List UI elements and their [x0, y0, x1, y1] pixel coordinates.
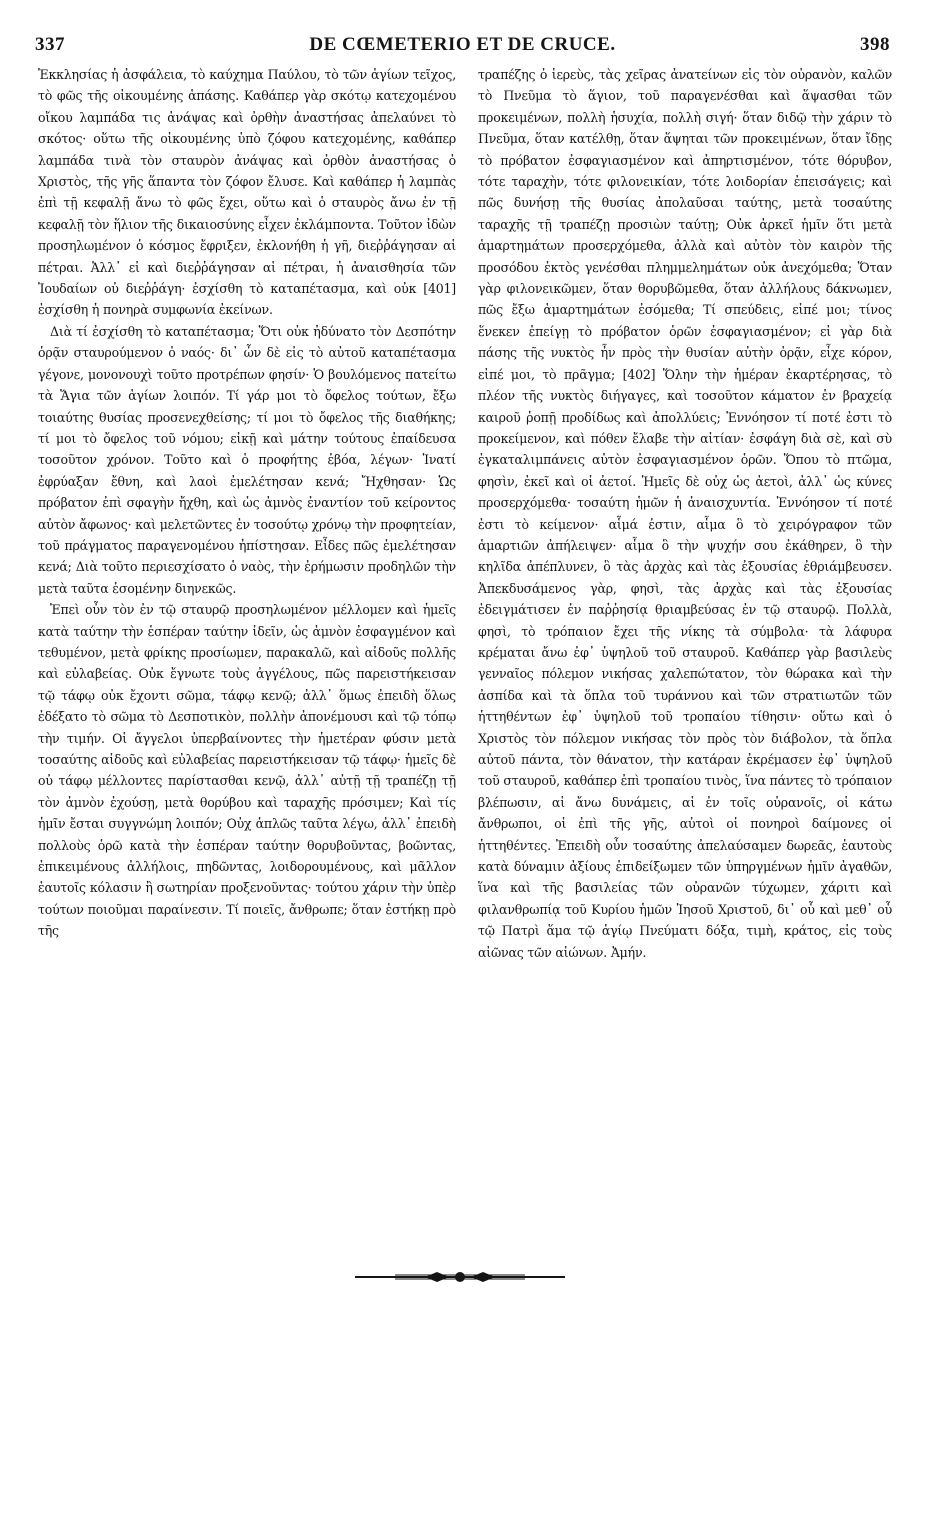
running-head [35, 34, 890, 62]
running-title: DE CŒMETERIO ET DE CRUCE. [309, 34, 616, 55]
left-column [38, 64, 456, 942]
left-paragraph-1: Ἐκκλησίας ἡ ἀσφάλεια, τὸ καύχημα Παύλου, τὸ τῶν ἁγίων τεῖχος, τὸ φῶς τῆς οἰκουμένης ἁπάσης. Καθάπερ γὰρ σκότῳ κατεχομένου οἴκου λαμπάδα τις ἀνάψας καὶ ὀρθὴν ἀναστήσας ἀπελαύνει τὸ σκότος· οὕτω τῆς οἰκουμένης ὑπὸ ζόφου κατεχομένης, καθάπερ λαμπάδα τινὰ τὸν σταυρὸν ἀνάψας καὶ ὀρθὸν ἀναστήσας ὁ Χριστὸς, τῆς γῆς ἅπαντα τὸν ζόφον ἔλυσε. Καὶ καθάπερ ἡ λαμπὰς ἐπὶ τῇ κεφαλῇ ἄνω τὸ φῶς ἔχει, οὕτω καὶ ὁ σταυρὸς ἄνω ἐν τῇ κεφαλῇ τὸν ἥλιον τῆς δικαιοσύνης εἶχεν ἐκλάμποντα. Τοῦτον ἰδὼν προσηλωμένον ὁ κόσμος ἔφριξεν, ἐκλονήθη ἡ γῆ, διεῤῥάγησαν αἱ πέτραι. Ἀλλ᾽ εἰ καὶ διεῤῥάγησαν αἱ πέτραι, ἡ ἀναισθησία τῶν Ἰουδαίων οὐ διεῤῥάγη· ἐσχίσθη τὸ καταπέτασμα, καὶ οὐκ [401] ἐσχίσθη ἡ πονηρὰ συμφωνία ἐκείνων. [38, 67, 456, 318]
right-column [478, 64, 892, 963]
page-number-left: 337 [35, 34, 65, 55]
left-paragraph-3: Ἐπεὶ οὖν τὸν ἐν τῷ σταυρῷ προσηλωμένον μέλλομεν καὶ ἡμεῖς κατὰ ταύτην τὴν ἑσπέραν ταύτην ἰδεῖν, ὡς ἀμνὸν ἐσφαγμένον καὶ τεθυμένον, μετὰ φρίκης προσίωμεν, παρακαλῶ, καὶ αἰδοῦς πολλῆς καὶ εὐλαβείας. Οὐκ ἔγνωτε τοὺς ἀγγέλους, πῶς παρειστήκεισαν τῷ τάφῳ οὐκ ἔχοντι σῶμα, τάφῳ κενῷ; ἀλλ᾽ ὅμως ἐπειδὴ ὅλως ἐδέξατο τὸ σῶμα τὸ Δεσποτικὸν, πολλὴν ἀπονέμουσι καὶ τῷ τόπῳ τὴν τιμήν. Οἱ ἄγγελοι ὑπερβαίνοντες τὴν ἡμετέραν φύσιν μετὰ τοσαύτης αἰδοῦς καὶ εὐλαβείας παρειστήκεισαν τῷ τάφῳ· ἡμεῖς δὲ οὐ τάφῳ μέλλοντες παρίστασθαι κενῷ, ἀλλ᾽ αὐτῇ τῇ τραπέζῃ τῇ τὸν ἀμνὸν ἐχούσῃ, μετὰ θορύβου καὶ ταραχῆς πρόσιμεν; Καὶ τίς ἡμῖν ἔσται συγγνώμη λοιπόν; Οὐχ ἁπλῶς ταῦτα λέγω, ἀλλ᾽ ἐπειδὴ πολλοὺς ὁρῶ κατὰ τὴν ἑσπέραν ταύτην θορυβοῦντας, βοῶντας, ἐπικειμένους ἀλλήλοις, πηδῶντας, λοιδορουμένους, καὶ μᾶλλον ἑαυτοῖς κόλασιν ἢ σωτηρίαν προξενοῦντας· τούτου χάριν τὴν ὑπὲρ τούτων ποιοῦμαι παραίνεσιν. Τί ποιεῖς, ἄνθρωπε; ὅταν ἑστήκῃ πρὸ τῆς [38, 602, 456, 939]
right-paragraph-1: τραπέζης ὁ ἱερεὺς, τὰς χεῖρας ἀνατείνων εἰς τὸν οὐρανὸν, καλῶν τὸ Πνεῦμα τὸ ἅγιον, τοῦ παραγενέσθαι καὶ ἅψασθαι τῶν προκειμένων, πολλὴ ἡσυχία, πολλὴ σιγή· ὅταν διδῷ τὴν χάριν τὸ Πνεῦμα, ὅταν κατέλθῃ, ὅταν ἅψηται τῶν προκειμένων, ὅταν ἴδῃς τὸ πρόβατον ἐσφαγιασμένον καὶ ἀπηρτισμένον, τότε θόρυβον, τότε ταραχὴν, τότε φιλονεικίαν, τότε λοιδορίαν ἐπεισάγεις; καὶ πῶς δυνήσῃ τῆς θυσίας ἀπολαῦσαι ταύτης, μετὰ τοσαύτης ταραχῆς τῇ τραπέζῃ προσιὼν ταύτῃ; Οὐκ ἀρκεῖ ἡμῖν ὅτι μετὰ ἁμαρτημάτων προσερχόμεθα, ἀλλὰ καὶ αὐτὸν τὸν καιρὸν τῆς προσόδου ἐκτὸς γενέσθαι πλημμελημάτων οὐκ ἀνεχόμεθα; Ὅταν γὰρ φιλονεικῶμεν, ὅταν θορυβῶμεθα, ὅταν ἀλλήλους δάκνωμεν, πῶς ἔξω ἁμαρτημάτων ἐσόμεθα; Τί σπεύδεις, εἰπέ μοι; τίνος ἕνεκεν ἐπείγῃ τὸ πρόβατον ὁρῶν ἐσφαγιασμένον; εἰ γὰρ διὰ πάσης τῆς νυκτὸς ἦν πρὸς τὴν θυσίαν αὐτὴν ὁρᾷν, εἶχε κόρον, εἰπέ μοι, τὸ πρᾶγμα; [402] Ὅλην τὴν ἡμέραν ἐκαρτέρησας, τὸ πλέον τῆς νυκτὸς διήγαγες, καὶ τοσοῦτον κάματον ἐν βραχείᾳ καιροῦ ῥοπῇ προδίδως καὶ ἀπολλύεις; Ἐννόησον τί ποτέ ἐστι τὸ προκείμενον, καὶ πόθεν ἔλαβε τὴν αἰτίαν· ἐσφάγη διὰ σὲ, καὶ σὺ ἐγκαταλιμπάνεις αὐτὸν ἐσφαγιασμένον ὁρῶν. Ὅπου τὸ πτῶμα, φησὶν, ἐκεῖ καὶ οἱ ἀετοί. Ἡμεῖς δὲ οὐχ ὡς ἀετοὶ, ἀλλ᾽ ὡς κύνες προσερχόμεθα· τοσαύτη ἡμῶν ἡ ἀναισχυντία. Ἐννόησον τί ποτέ ἐστι τὸ κείμενον· αἷμά ἐστιν, αἷμα ὃ τὸ χειρόγραφον τῶν ἁμαρτιῶν ἀπήλειψεν· αἷμα ὃ τὴν ψυχήν σου ἐκάθηρεν, ὃ τὴν κηλῖδα ἀπέπλυνεν, ὃ τὰς ἀρχὰς καὶ τὰς ἐξουσίας ἐθριάμβευσεν. Ἀπεκδυσάμενος γὰρ, φησὶ, τὰς ἀρχὰς καὶ τὰς ἐξουσίας ἐδειγμάτισεν ἐν παῤῥησίᾳ θριαμβεύσας ἐν τῷ σταυρῷ. Πολλὰ, φησὶ, τὸ τρόπαιον ἔχει τῆς νίκης τὰ σύμβολα· τὰ λάφυρα κρέμαται ἄνω ἐφ᾽ ὑψηλοῦ τοῦ σταυροῦ. Καθάπερ γὰρ βασιλεὺς γενναῖος πόλεμον νικήσας χαλεπώτατον, τὸν θώρακα καὶ τὴν ἀσπίδα καὶ τὰ ὅπλα τοῦ τυράννου καὶ τῶν στρατιωτῶν τῶν ἡττηθέντων ἐφ᾽ ὑψηλοῦ τοῦ τροπαίου τίθησιν· οὕτω καὶ ὁ Χριστὸς τὸν πόλεμον νικήσας τὸν πρὸς τὸν διάβολον, τὰ ὅπλα αὐτοῦ πάντα, τὸν θάνατον, τὴν κατάραν ἐκρέμασεν ἐφ᾽ ὑψηλοῦ τοῦ σταυροῦ, καθάπερ ἐπὶ τροπαίου τινὸς, ἵνα πάντες τὸ τρόπαιον βλέπωσιν, αἱ ἄνω δυνάμεις, αἱ ἐν τοῖς οὐρανοῖς, οἱ κάτω ἄνθρωποι, οἱ ἐπὶ τῆς γῆς, αὐτοὶ οἱ πονηροὶ δαίμονες οἱ ἡττηθέντες. Ἐπειδὴ οὖν τοσαύτης ἀπελαύσαμεν δωρεᾶς, ἑαυτοὺς κατὰ δύναμιν ἀξίους ἐπιδείξωμεν τῶν ὑπηργμένων ἡμῖν ἀγαθῶν, ἵνα καὶ τῆς βασιλείας τῶν οὐρανῶν τύχωμεν, χάριτι καὶ φιλανθρωπίᾳ τοῦ Κυρίου ἡμῶν Ἰησοῦ Χριστοῦ, δι᾽ οὗ καὶ μεθ᾽ οὗ τῷ Πατρὶ ἅμα τῷ ἁγίῳ Πνεύματι δόξα, τιμὴ, κράτος, εἰς τοὺς αἰῶνας τῶν αἰώνων. Ἀμήν. [478, 67, 892, 960]
end-ornament-divider [355, 1270, 565, 1284]
page-number-right: 398 [859, 34, 890, 55]
left-paragraph-2: Διὰ τί ἐσχίσθη τὸ καταπέτασμα; Ὅτι οὐκ ἠδύνατο τὸν Δεσπότην ὁρᾷν σταυρούμενον ὁ ναός· δι᾽ ὧν δὲ εἰς τὸ αὐτοῦ καταπέτασμα γέγονε, μονονουχὶ τοῦτο προτρέπων φησίν· Ὁ βουλόμενος πατείτω τὰ Ἅγια τῶν ἁγίων λοιπόν. Τί γάρ μοι τὸ ὄφελος τούτων, ἔξω τοιαύτης θυσίας προσενεχθείσης; τί μοι τὸ ὄφελος τῆς διαθήκης; τί μοι τὸ ὄφελος τοῦ νόμου; εἰκῇ καὶ μάτην τούτους ἐπαίδευσα τοσοῦτον χρόνον. Τοῦτο καὶ ὁ προφήτης ἐβόα, λέγων· Ἱνατί ἐφρύαξαν ἔθνη, καὶ λαοὶ ἐμελέτησαν κενά; Ἤχθησαν· Ὡς πρόβατον ἐπὶ σφαγὴν ἤχθη, καὶ ὡς ἀμνὸς ἐναντίον τοῦ κείροντος αὐτὸν ἄφωνος· καὶ μελετῶντες ἐν τοσούτῳ χρόνῳ τὴν προφητείαν, τοῦ πράγματος παραγενομένου ἠπίστησαν. Εἶδες πῶς ἐμελέτησαν κενά; Διὰ τοῦτο περιεσχίσατο ὁ ναὸς, τὴν ἐρήμωσιν προδηλῶν τὴν μετὰ ταῦτα ἐσομένην διηνεκῶς. [38, 323, 456, 596]
